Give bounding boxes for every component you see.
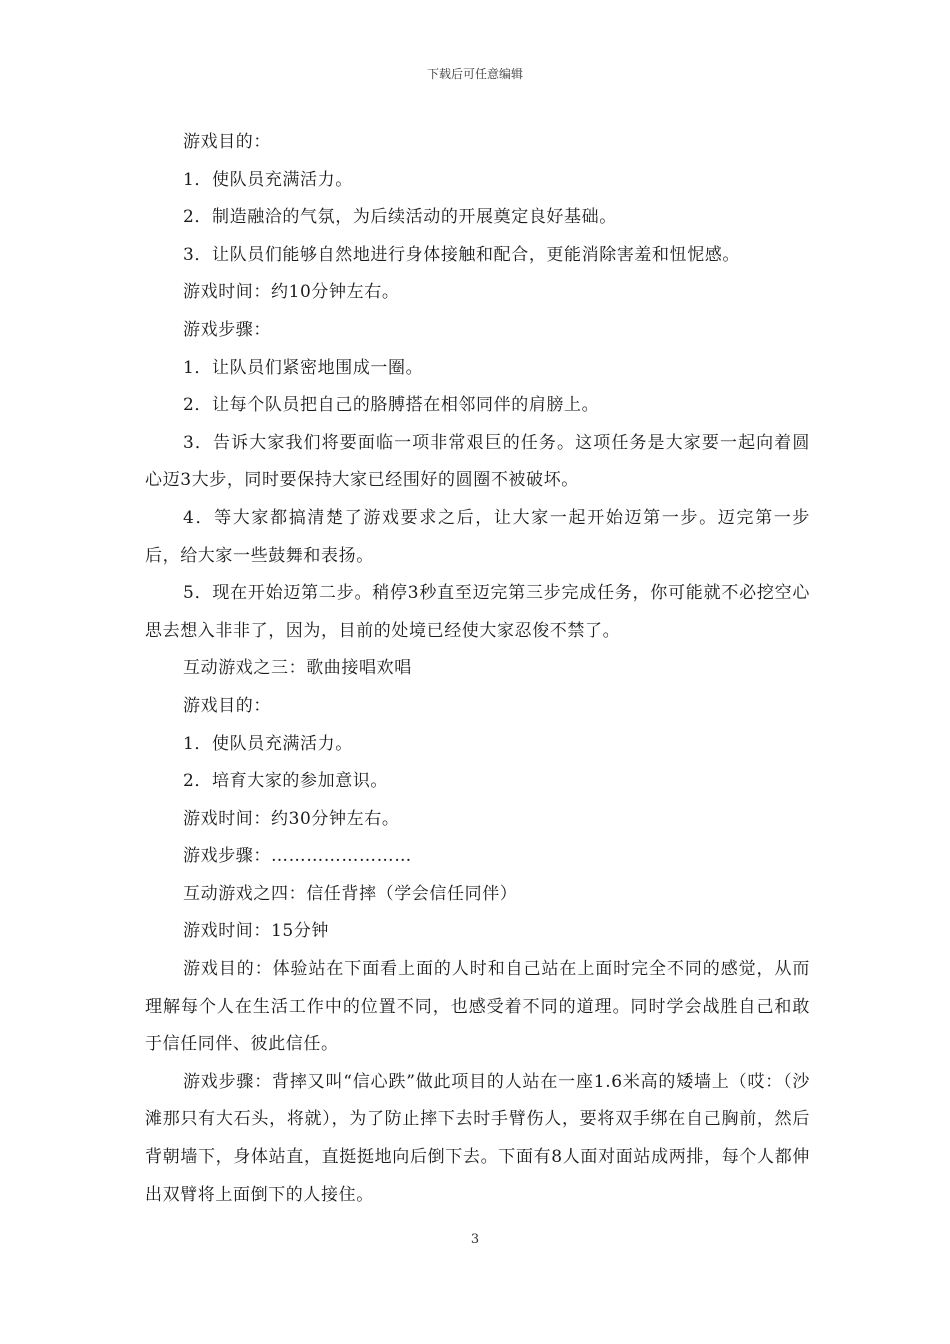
paragraph: 游戏目的：体验站在下面看上面的人时和自己站在上面时完全不同的感觉，从而理解每个人在生活工作中的位置不同，也感受着不同的道理。同时学会战胜自己和敢于信任同伴、彼此信任。: [145, 959, 810, 1055]
paragraph: 游戏时间：15分钟: [183, 921, 330, 942]
paragraph: 游戏步骤：背摔又叫“信心跌”做此项目的人站在一座1.6米高的矮墙上（哎：（沙滩那只有大石头，将就），为了防止摔下去时手臂伤人，要将双手绑在自己胸前，然后背朝墙下，身体站直，直挺挺地向后倒下去。下面有8人面对面站成两排，每个人都伸出双臂将上面倒下的人接住。: [145, 1071, 810, 1205]
paragraph: 游戏目的：: [183, 132, 271, 152]
section-heading: 互动游戏之三：歌曲接唱欢唱: [183, 658, 412, 679]
paragraph: 游戏目的：: [183, 695, 271, 716]
paragraph: 2．让每个队员把自己的胳膊搭在相邻同伴的肩膀上。: [183, 395, 600, 416]
paragraph: 游戏时间：约10分钟左右。: [183, 282, 400, 303]
paragraph: 游戏步骤：……………………: [183, 846, 412, 867]
page-number: 3: [470, 1232, 480, 1247]
paragraph: 1．使队员充满活力。: [183, 733, 353, 754]
paragraph: 5．现在开始迈第二步。稍停3秒直至迈完第三步完成任务，你可能就不必挖空心思去想入非非了，因为，目前的处境已经使大家忍俊不禁了。: [145, 583, 810, 641]
paragraph: 4．等大家都搞清楚了游戏要求之后，让大家一起开始迈第一步。迈完第一步后，给大家一些鼓舞和表扬。: [145, 507, 810, 566]
paragraph: 2．培育大家的参加意识。: [183, 771, 389, 792]
paragraph: 2．制造融洽的气氛，为后续活动的开展奠定良好基础。: [183, 207, 617, 228]
paragraph: 1．使队员充满活力。: [183, 169, 353, 190]
paragraph: 游戏时间：约30分钟左右。: [183, 808, 400, 829]
section-heading: 互动游戏之四：信任背摔（学会信任同伴）: [183, 883, 518, 904]
document-body: [145, 124, 810, 1214]
page-header: 下载后可任意编辑: [426, 67, 523, 81]
paragraph: 1．让队员们紧密地围成一圈。: [183, 357, 424, 378]
paragraph: 游戏步骤：: [183, 319, 271, 340]
paragraph: 3．让队员们能够自然地进行身体接触和配合，更能消除害羞和忸怩感。: [183, 244, 741, 265]
paragraph: 3．告诉大家我们将要面临一项非常艰巨的任务。这项任务是大家要一起向着圆心迈3大步，同时要保持大家已经围好的圆圈不被破坏。: [145, 432, 810, 491]
